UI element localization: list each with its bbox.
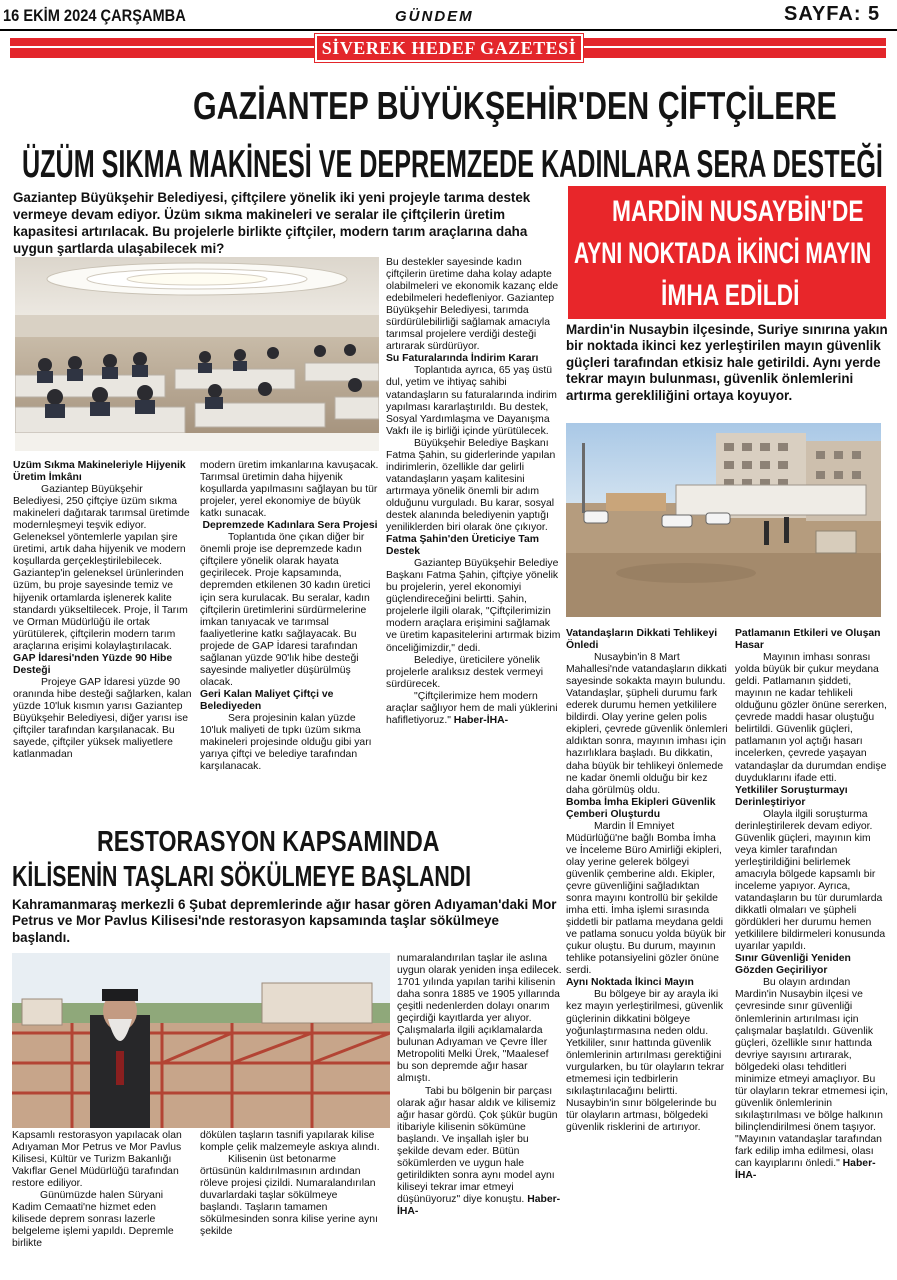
- paragraph: modern üretim imkanlarına kavuşacak. Tarımsal üretimin daha hijyenik koşullarda yapılmasını sağlayan bu tür projeler, yerel ekonomiye de büyük katkı sunacak.: [200, 460, 379, 520]
- subhead-remaining-cost: Geri Kalan Maliyet Çiftçi ve Belediyeden: [200, 688, 334, 712]
- paragraph: [735, 1134, 889, 1182]
- main-article-column-1: [13, 460, 193, 825]
- byline: Haber-İHA-: [397, 1193, 561, 1217]
- mardin-lead: Mardin'in Nusaybin ilçesinde, Suriye sınırına yakın bir noktada ikinci kez yerleştirilen mayın güvenlik güçleri tarafından etkisiz hale getirildi. Aynı yerde tekrar mayın bulunması, güvenlik önlemlerini artırma gerekliliğini ortaya koyuyor.: [566, 322, 888, 403]
- main-headline-line1: GAZİANTEP BÜYÜKŞEHİR'DEN ÇİFTÇİLERE: [193, 85, 837, 128]
- subhead-second-mine: Aynı Noktada İkinci Mayın: [566, 977, 694, 989]
- paragraph: Olayla ilgili soruşturma derinleştirilerek devam ediyor. Güvenlik güçleri, mayının kim veya kimler tarafından yerleştirildiğini belirlemek amacıyla bölgede kapsamlı bir inceleme yapıyor. Ayrıca, vatandaşların bu tür durumlarda dikkatli olmaları ve şüpheli gördükleri her durumu hemen yetkililere bildirmeleri konusunda uyarılar yapıldı.: [735, 808, 886, 953]
- nusaybin-street-photo: [566, 423, 881, 617]
- main-headline-line2: ÜZÜM SIKMA MAKİNESİ VE DEPREMZEDE KADINLARA SERA DESTEĞİ: [22, 143, 883, 186]
- byline: Haber-İHA-: [453, 714, 509, 726]
- quote: "Çiftçilerimize hem modern araçlar sağlıyor hem de mali yüklerini hafifletiyoruz.": [386, 690, 558, 726]
- quote: Tabi bu bölgenin bir parçası olarak ağır hasar aldık ve kilisemiz ağır hasar gördü. Çok şükür bugün itibariyle kilisenin sökümüne başlandı. Ve inşallah işler bu şekilde devam eder. Bütün sökümlerden ve uygun hale getirildikten sonra aynı model aynı kiliseyi tekrar imar etmeyi düşünüyoruz" diye konuştu.: [397, 1085, 558, 1205]
- header-rule: [0, 29, 897, 31]
- main-article-column-2: [200, 460, 380, 825]
- bottom-column-2: [200, 1130, 380, 1276]
- paragraph: dökülen taşların tasnifi yapılarak kilise komple çelik malzemeyle askıya alındı.: [200, 1130, 380, 1154]
- bottom-column-3: [397, 953, 562, 1276]
- paragraph: [397, 1086, 562, 1219]
- mardin-column-a: [566, 628, 728, 1276]
- subhead-gap-grant: GAP İdaresi'nden Yüzde 90 Hibe Desteği: [13, 652, 173, 676]
- paragraph: Gaziantep Büyükşehir Belediye Başkanı Fatma Şahin, çiftçiye yönelik bu projelerin, yerel ekonomiyi güçlendireceğini belirtti. Şahin, projelerle ilgili olarak, "Çiftçilerimizin modern araçlara erişimini sağlamak ve üretim kapasitelerini artırmak bizim önceliğimizdir," dedi.: [386, 558, 561, 654]
- byline: Haber-İHA-: [735, 1158, 876, 1182]
- bottom-headline-line1: RESTORASYON KAPSAMINDA: [97, 826, 440, 858]
- subhead-greenhouse: Depremzede Kadınlara Sera Projesi: [202, 520, 378, 532]
- church-restoration-photo: [12, 953, 390, 1128]
- paragraph: numaralandırılan taşlar ile aslına uygun olarak yeniden inşa edilecek. 1701 yılında yapılan tarihi kilisenin daha sonra 1885 ve 1905 yıllarında çeşitli nedenlerden dolayı onarım geçirdiği kayıtlarda yer alıyor.: [397, 953, 562, 1025]
- subhead-fatma-sahin: Fatma Şahin'den Üreticiye Tam Destek: [386, 534, 539, 558]
- main-lead: Gaziantep Büyükşehir Belediyesi, çiftçilere yönelik iki yeni projeyle tarıma destek vermeye devam ediyor. Üzüm sıkma makineleri ve seralar ile çiftçilerin üretim kapasitesi artırılacak. Bu projelerle birlikte çiftçiler, modern tarım araçlarına daha uygun şartlarda ulaşabilecek mi?: [13, 190, 531, 256]
- paragraph: Günümüzde halen Süryani Kadim Cemaati'ne hizmet eden kilisede deprem sonrası lazerle belgeleme işlemi yapıldı. Depremle birlikte: [12, 1190, 174, 1250]
- main-article-column-3: [386, 257, 562, 825]
- banner-title: SİVEREK HEDEF GAZETESİ: [321, 38, 577, 58]
- mardin-headline-line1: MARDİN NUSAYBİN'DE: [612, 195, 864, 228]
- mardin-headline-line2: AYNI NOKTADA İKİNCİ MAYIN: [574, 237, 872, 270]
- subhead-border-security: Sınır Güvenliği Yeniden Gözden Geçiriliyor: [735, 953, 851, 977]
- subhead-explosion-damage: Patlamanın Etkileri ve Oluşan Hasar: [735, 628, 881, 652]
- paragraph: Kapsamlı restorasyon yapılacak olan Adıyaman Mor Petrus ve Mor Pavlus Kilisesi, Kültür ve Turizm Bakanlığı Vakıflar Genel Müdürlüğü tarafından restore ediliyor.: [12, 1130, 182, 1190]
- subhead-grape-press: Üzüm Sıkma Makineleriyle Hijyenik Üretim İmkânı: [13, 460, 186, 484]
- paragraph: Bu olayın ardından Mardin'in Nusaybin ilçesi ve çevresinde sınır güvenliği önlemlerinin artırılması için çalışmalar başlatıldı. Güvenlik güçleri, özellikle sınır hattında devriye sayısını artırarak, bölgedeki olası tehditleri minimize etmeyi amaçlıyor. Bu tür olayların tekrar etmemesi için, güvenlik önlemlerinin sıkılaştırılması ve bölge halkının bilinçlendirilmesi önem taşıyor.: [735, 977, 889, 1133]
- bottom-column-1: [12, 1130, 190, 1276]
- paragraph: Mardin İl Emniyet Müdürlüğü'ne bağlı Bomba İmha ve İnceleme Büro Amirliği ekipleri, olay yerine gelerek bölgeyi güvenlik çemberine aldı. Ekipler, çevre güvenliğini sağladıktan sonra mayını kontrollü bir şekilde imha etti. İmha işlemi sırasında şiddetli bir patlama meydana geldi ve patlama sonucu yolda büyük bir çukur oluştu. Bu durum, mayının tehlike potansiyelini gözler önüne serdi.: [566, 820, 726, 977]
- paragraph: Mayının imhası sonrası yolda büyük bir çukur meydana geldi. Patlamanın şiddeti, mayının ne kadar tehlikeli olduğunu gözler önüne sererken, çevrede maddi hasar oluştuğu belirtildi. Güvenlik güçleri, patlamanın yol açtığı hasarı incelerken, çevrede yaşayan vatandaşlar da durumdan endişe duyduklarını ifade etti.: [735, 652, 887, 784]
- bottom-lead: Kahramanmaraş merkezli 6 Şubat depremlerinde ağır hasar gören Adıyaman'daki Mor Petrus ve Mor Pavlus Kilisesi'nde restorasyon kapsamında taşlar sökülmeye başlandı.: [12, 897, 557, 945]
- paragraph: Bu bölgeye bir ay arayla iki kez mayın yerleştirilmesi, güvenlik güçlerinin dikkatini bölgeye yoğunlaştırmasına neden oldu. Yetkililer, sınır hattında güvenlik önlemlerinin artırılması gerektiğini vurgularken, bu tür olayların tekrar etmemesi için tedbirlerin sıkılaştırılacağını belirtti. Nusaybin'in sınır bölgelerinde bu tür olayların artması, bölgedeki güvenlik risklerini de artırıyor.: [566, 989, 725, 1133]
- council-hall-illustration: [15, 257, 379, 451]
- paragraph: Büyükşehir Belediye Başkanı Fatma Şahin, su giderlerinde yapılan indirimlerin, özellikle dar gelirli vatandaşların yaşam kalitesini artırmaya yönelik önemli bir adım olduğunu vurguladı. Bu karar, sosyal destek alanında belediyenin yaptığı yeniliklerden biri olarak öne çıkıyor.: [386, 437, 556, 534]
- paragraph: Gaziantep Büyükşehir Belediyesi, 250 çiftçiye üzüm sıkma makineleri dağıtarak tarımsal üretimde modernleşmeyi teşvik ediyor. Geleneksel yöntemlerle yapılan şire üretimi, artık daha hijyenik ve modern koşullarda gerçekleştirilebilecek. Gaziantep'in geleneksel ürünlerinden üzüm, bu proje sayesinde temiz ve hijyenik ortamlarda işlenerek kalite standardı yükseltilecek. Proje, İl Tarım ve Orman Müdürlüğü ile ortak yürütülerek, çiftçilerin modern tarım araçlarına erişimi kolaylaştırılacak.: [13, 484, 190, 652]
- paragraph: Belediye, üreticilere yönelik projelerle aralıksız destek vermeyi sürdürecek.: [386, 654, 544, 690]
- subhead-investigation: Yetkililer Soruşturmayı Derinleştiriyor: [735, 784, 848, 808]
- quote: "Mayının vatandaşlar tarafından fark edilip imha edilmesi, olası can kayıplarını önledi.": [735, 1133, 882, 1170]
- subhead-citizens-attention: Vatandaşların Dikkati Tehlikeyi Önledi: [566, 628, 718, 652]
- council-hall-photo: [15, 257, 379, 451]
- header-date: 16 EKİM 2024 ÇARŞAMBA: [3, 6, 186, 25]
- paragraph: Sera projesinin kalan yüzde 10'luk maliyeti de tıpkı üzüm sıkma makineleri projesinde olduğu gibi yarı yarıya çiftçi ve belediye tarafından karşılanacak.: [200, 712, 372, 773]
- nusaybin-street-illustration: [566, 423, 881, 617]
- header-section: GÜNDEM: [395, 8, 474, 25]
- paragraph: Toplantıda ayrıca, 65 yaş üstü dul, yetim ve ihtiyaç sahibi vatandaşların su faturalarında indirim yapılması kararlaştırıldı. Bu destek, Sosyal Yardımlaşma ve Dayanışma Vakfı ile iş birliği içinde yürütülecek.: [386, 365, 557, 437]
- subhead-water-bill: Su Faturalarında İndirim Kararı: [386, 353, 539, 365]
- paragraph: Çalışmalarla ilgili açıklamalarda bulunan Adıyaman ve Çevre İller Metropoliti Melki Ürek, "Maalesef bu son depremde ağır hasar almıştı.: [397, 1025, 549, 1085]
- paragraph: Kilisenin üst betonarme örtüsünün kaldırılmasının ardından röleve projesi çizildi. Numaralandırılan duvarlardaki taşlar sökülmeye başlandı. Taşların tamamen sökülmesinden sonra kilise yerine aynı şekilde: [200, 1154, 378, 1238]
- paragraph: Nusaybin'in 8 Mart Mahallesi'nde vatandaşların dikkati sayesinde sokakta mayın bulundu. Vatandaşlar, şüpheli durumu fark ederek durumu hemen yetkililere bildirdi. Olay yerine gelen polis ekipleri, çevrede güvenlik önlemleri aldıktan sonra, mayının imhası için hazırlıklara başladı. Bu dikkatin, daha büyük bir tehlikeyi önlemede ne kadar önemli olduğu bir kez daha görülmüş oldu.: [566, 652, 728, 796]
- mardin-column-b: [735, 628, 889, 1276]
- paragraph: Toplantıda öne çıkan diğer bir önemli proje ise depremzede kadın çiftçilere yönelik olarak hayata geçirilecek. Proje kapsamında, depremden etkilenen 30 kadın üretici için sera kurulacak. Bu seralar, kadın çiftçilerin üretimlerini sürdürmelerine imkan tanıyacak ve tarımsal faaliyetlerine katkı sağlayacak. Bu projede de GAP İdaresi tarafından sağlanan yüzde 90'lık hibe desteği sayesinde maliyetler düşürülmüş olacak.: [200, 532, 371, 688]
- bottom-headline-line2: KİLİSENİN TAŞLARI SÖKÜLMEYE BAŞLANDI: [12, 861, 472, 893]
- paragraph: [386, 691, 562, 727]
- paragraph: Bu destekler sayesinde kadın çiftçilerin üretime daha kolay adapte olabilmeleri ve ekonomik kazanç elde edebilmeleri hedefleniyor. Gaziantep Büyükşehir Belediyesi, tarımda sürdürülebilirliği sağlamak amacıyla tarımsal projelere verdiği desteği artırarak sürdürüyor.: [386, 257, 559, 353]
- mardin-headline-line3: İMHA EDİLDİ: [661, 279, 800, 312]
- subhead-bomb-squad: Bomba İmha Ekipleri Güvenlik Çemberi Oluşturdu: [566, 796, 716, 820]
- header-page: SAYFA: 5: [784, 3, 881, 25]
- church-restoration-illustration: [12, 953, 390, 1128]
- paragraph: Projeye GAP İdaresi yüzde 90 oranında hibe desteği sağlarken, kalan yüzde 10'luk kısmın yarısı Gaziantep Büyükşehir Belediyesi, diğer yarısı ise çiftçiler tarafından karşılanacak. Bu sayede, çiftçiler yüksek maliyetlere katlanmadan: [13, 676, 192, 761]
